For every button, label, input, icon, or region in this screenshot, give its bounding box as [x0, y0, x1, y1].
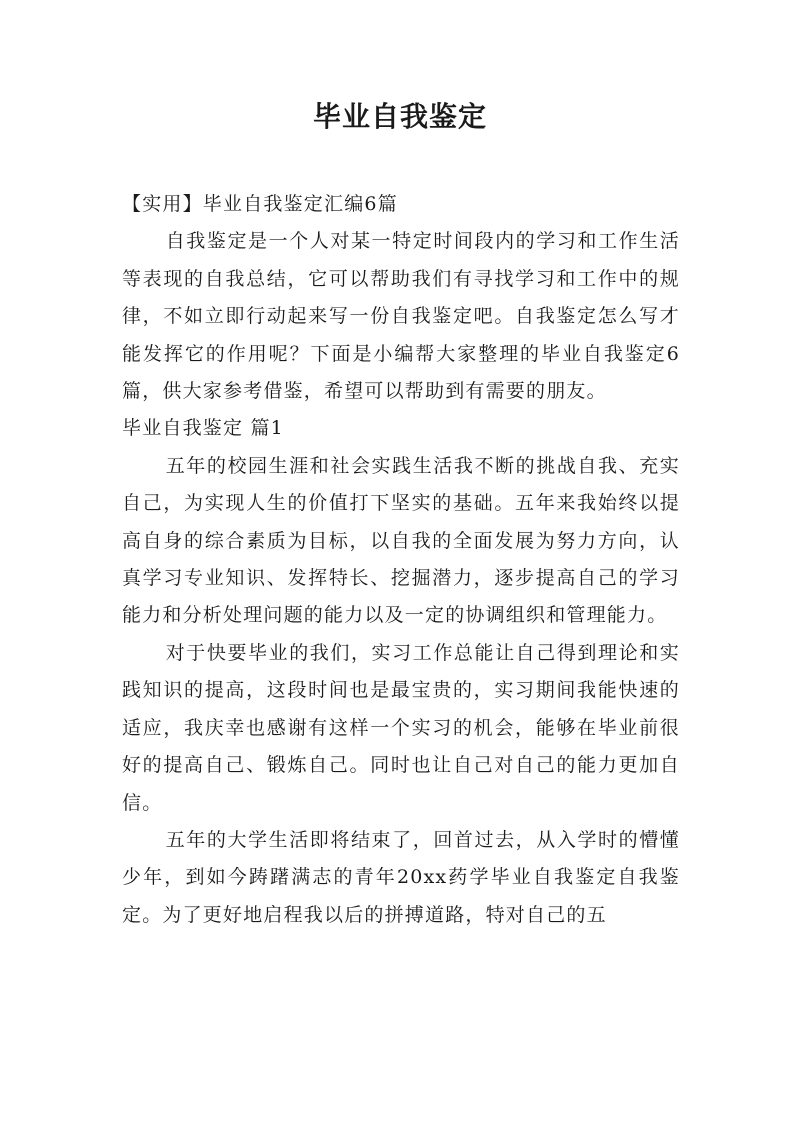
section-heading: 毕业自我鉴定 篇1	[122, 417, 284, 440]
document-title: 毕业自我鉴定	[312, 100, 487, 133]
document-body	[122, 186, 680, 934]
body-paragraph-1: 五年的校园生涯和社会实践生活我不断的挑战自我、充实自己，为实现人生的价值打下坚实的基础。五年来我始终以提高自身的综合素质为目标，以自我的全面发展为努力方向，认真学习专业知识、发挥特长、挖掘潜力，逐步提高自己的学习能力和分析处理问题的能力以及一定的协调组织和管理能力。	[122, 454, 680, 627]
body-paragraph-2: 对于快要毕业的我们，实习工作总能让自己得到理论和实践知识的提高，这段时间也是最宝贵的，实习期间我能快速的适应，我庆幸也感谢有这样一个实习的机会，能够在毕业前很好的提高自己、锻炼自己。同时也让自己对自己的能力更加自信。	[122, 641, 680, 814]
document-subtitle: 【实用】毕业自我鉴定汇编6篇	[122, 193, 398, 215]
intro-paragraph: 自我鉴定是一个人对某一特定时间段内的学习和工作生活等表现的自我总结，它可以帮助我们有寻找学习和工作中的规律，不如立即行动起来写一份自我鉴定吧。自我鉴定怎么写才能发挥它的作用呢？下面是小编帮大家整理的毕业自我鉴定6篇，供大家参考借鉴，希望可以帮助到有需要的朋友。	[122, 230, 680, 403]
body-paragraph-3: 五年的大学生活即将结束了，回首过去，从入学时的懵懂少年，到如今踌躇满志的青年20xx药学毕业自我鉴定自我鉴定。为了更好地启程我以后的拼搏道路，特对自己的五	[122, 828, 680, 926]
